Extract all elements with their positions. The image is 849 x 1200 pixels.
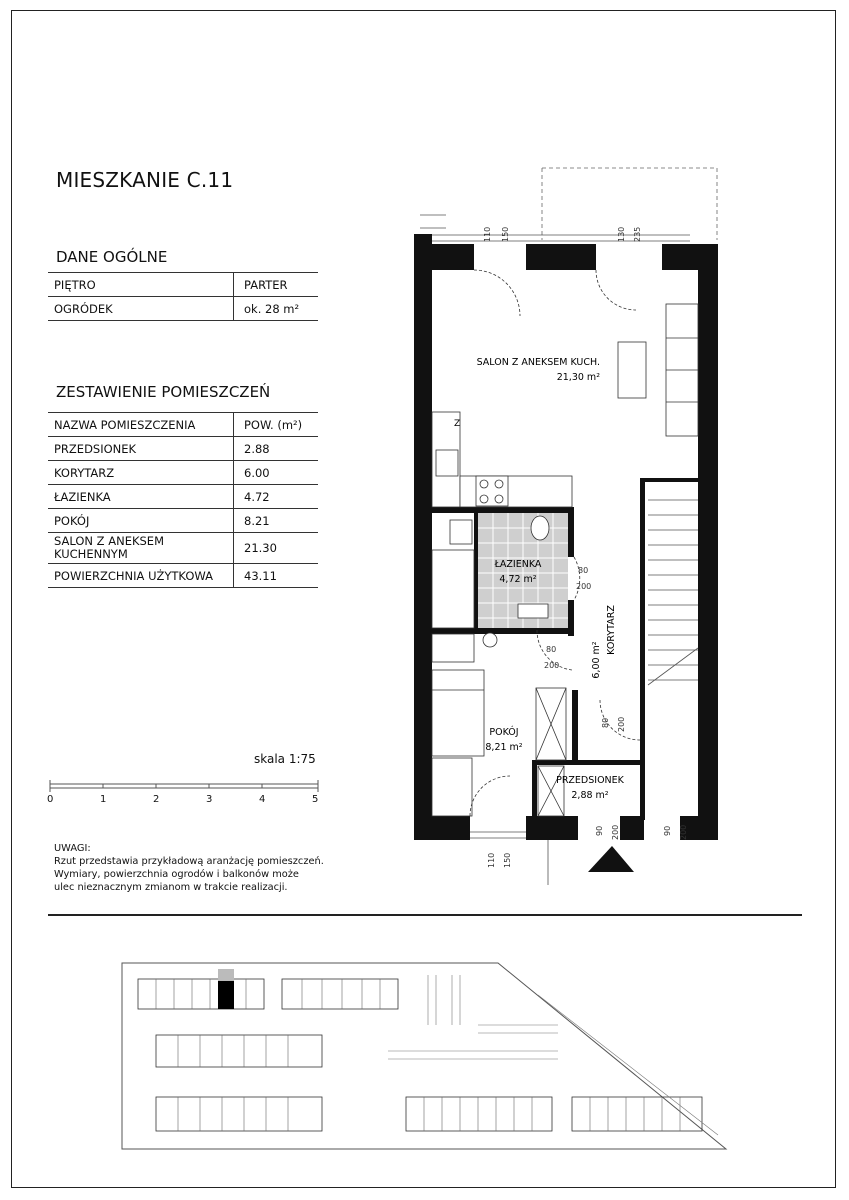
rooms-heading: ZESTAWIENIE POMIESZCZEŃ bbox=[56, 383, 271, 401]
room-area-total: 43.11 bbox=[234, 564, 319, 588]
highlighted-unit bbox=[218, 981, 234, 1009]
lazienka-name: ŁAZIENKA bbox=[494, 559, 542, 570]
room-name-line1: SALON Z ANEKSEM bbox=[54, 534, 164, 548]
page-title: MIESZKANIE C.11 bbox=[56, 168, 234, 192]
scale-label: skala 1:75 bbox=[254, 752, 316, 766]
scale-tick: 5 bbox=[312, 794, 319, 805]
korytarz-area: 6,00 m² bbox=[591, 641, 602, 679]
washing-machine bbox=[450, 520, 472, 544]
site-plan bbox=[118, 955, 730, 1165]
room-name: POKÓJ bbox=[48, 509, 234, 533]
table-header-row bbox=[48, 413, 318, 437]
room-area: 2.88 bbox=[234, 437, 319, 461]
dim-bath-door-a: 80 bbox=[578, 566, 589, 575]
dim-bottom-left-a: 110 bbox=[487, 852, 496, 868]
table-row bbox=[48, 564, 318, 588]
notes-line: Wymiary, powierzchnia ogrodów i balkonów może bbox=[54, 869, 299, 880]
korytarz-name: KORYTARZ bbox=[606, 605, 617, 655]
burner bbox=[495, 495, 503, 503]
dim-side-b: 200 bbox=[679, 824, 688, 840]
general-heading: DANE OGÓLNE bbox=[56, 248, 168, 266]
room-area: 6.00 bbox=[234, 461, 319, 485]
washbasin bbox=[518, 604, 548, 618]
general-table bbox=[48, 272, 318, 321]
floor-plan bbox=[400, 160, 730, 890]
room-area: 4.72 bbox=[234, 485, 319, 509]
pokoj-name: POKÓJ bbox=[489, 727, 519, 738]
lazienka-area: 4,72 m² bbox=[499, 574, 537, 585]
bedroom-table bbox=[432, 758, 472, 816]
notes-heading: UWAGI: bbox=[54, 843, 91, 854]
table-row bbox=[48, 437, 318, 461]
room-area: 21.30 bbox=[234, 533, 319, 564]
scale-bar bbox=[44, 772, 334, 812]
entry-arrows bbox=[588, 846, 634, 872]
table-row bbox=[48, 485, 318, 509]
rooms-header-name: NAZWA POMIESZCZENIA bbox=[48, 413, 234, 437]
table-row bbox=[48, 533, 318, 564]
general-label-garden: OGRÓDEK bbox=[48, 297, 234, 321]
dim-top-right-a: 130 bbox=[617, 226, 626, 242]
table-row bbox=[48, 273, 318, 297]
table-row bbox=[48, 297, 318, 321]
room-name: PRZEDSIONEK bbox=[48, 437, 234, 461]
salon-area: 21,30 m² bbox=[556, 372, 600, 383]
burner bbox=[480, 495, 488, 503]
table-row bbox=[48, 509, 318, 533]
rooms-header-area: POW. (m²) bbox=[234, 413, 319, 437]
dim-top-right-b: 235 bbox=[633, 226, 642, 242]
scale-tick: 4 bbox=[259, 794, 266, 805]
notes-line: ulec nieznacznym zmianom w trakcie realizacji. bbox=[54, 882, 288, 893]
dim-bottom-left-b: 150 bbox=[503, 852, 512, 868]
general-label-floor: PIĘTRO bbox=[48, 273, 234, 297]
general-value-garden: ok. 28 m² bbox=[234, 297, 319, 321]
garden-outline bbox=[542, 168, 717, 240]
rooms-table bbox=[48, 412, 318, 588]
room-name-total: POWIERZCHNIA UŻYTKOWA bbox=[48, 564, 234, 588]
notes bbox=[54, 842, 324, 894]
scale-tick: 3 bbox=[206, 794, 213, 805]
przedsionek-area: 2,88 m² bbox=[571, 790, 609, 801]
kitchen-sink bbox=[436, 450, 458, 476]
pokoj-area: 8,21 m² bbox=[485, 742, 523, 753]
room-name: ŁAZIENKA bbox=[48, 485, 234, 509]
dim-room-door-b: 200 bbox=[544, 661, 560, 670]
dim-top-left-a: 110 bbox=[483, 226, 492, 242]
burner bbox=[480, 480, 488, 488]
shower bbox=[432, 550, 474, 628]
bed bbox=[432, 670, 484, 756]
dim-bath-door-b: 200 bbox=[576, 582, 592, 591]
wardrobe-knob bbox=[483, 633, 497, 647]
dim-hall-door-a: 80 bbox=[601, 717, 610, 728]
fridge-mark: Z bbox=[454, 419, 461, 429]
scale-tick: 2 bbox=[153, 794, 160, 805]
scale-tick: 1 bbox=[100, 794, 107, 805]
dim-entry-b: 200 bbox=[611, 824, 620, 840]
general-value-floor: PARTER bbox=[234, 273, 319, 297]
desk bbox=[432, 634, 474, 662]
dim-side-a: 90 bbox=[663, 825, 672, 836]
przedsionek-name: PRZEDSIONEK bbox=[556, 775, 624, 786]
stairs bbox=[648, 500, 698, 685]
dim-room-door-a: 80 bbox=[546, 645, 557, 654]
dining-table bbox=[618, 342, 646, 398]
notes-line: Rzut przedstawia przykładową aranżację pomieszczeń. bbox=[54, 856, 324, 867]
table-row bbox=[48, 461, 318, 485]
highlighted-unit-garden bbox=[218, 969, 234, 981]
unit-dividers bbox=[156, 979, 680, 1131]
dim-entry-a: 90 bbox=[595, 825, 604, 836]
room-name-line2: KUCHENNYM bbox=[54, 547, 128, 561]
dim-top-left-b: 150 bbox=[501, 226, 510, 242]
parking-lines bbox=[388, 975, 718, 1135]
divider bbox=[48, 914, 802, 916]
room-name bbox=[48, 533, 234, 564]
room-area: 8.21 bbox=[234, 509, 319, 533]
scale-tick: 0 bbox=[47, 794, 54, 805]
salon-name: SALON Z ANEKSEM KUCH. bbox=[476, 357, 600, 368]
dim-hall-door-b: 200 bbox=[617, 716, 626, 732]
burner bbox=[495, 480, 503, 488]
toilet bbox=[531, 516, 549, 540]
room-name: KORYTARZ bbox=[48, 461, 234, 485]
